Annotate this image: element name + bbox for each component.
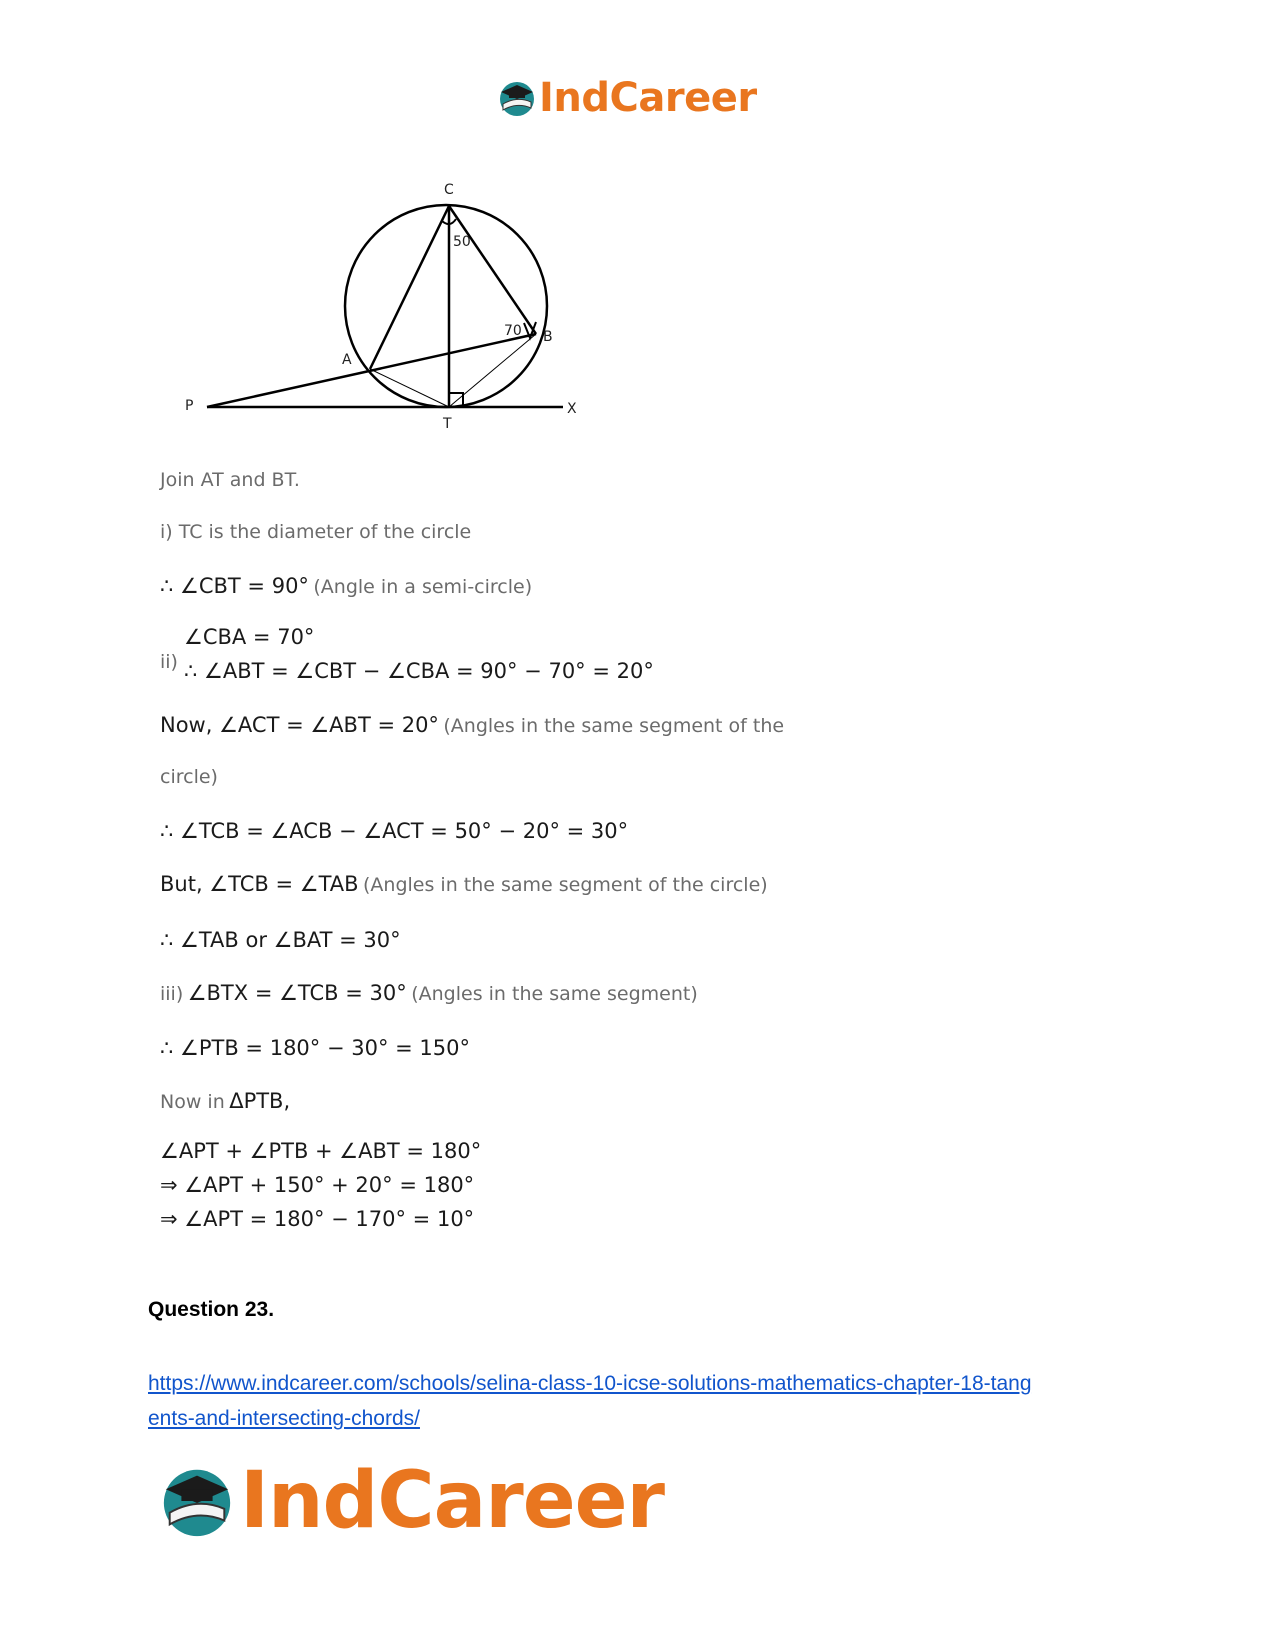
cbt-reason: (Angle in a semi-circle) [313, 576, 533, 598]
but-math: But, ∠TCB = ∠TAB [160, 872, 359, 896]
brand-name: IndCareer [539, 75, 757, 121]
label-p: P [185, 398, 194, 414]
step-now-in [160, 1091, 290, 1112]
circle-tangent-diagram [180, 180, 600, 430]
step-tab: ∴ ∠TAB or ∠BAT = 30° [160, 928, 401, 952]
step-act [160, 715, 784, 736]
step-i: i) TC is the diameter of the circle [160, 521, 472, 543]
graduation-cap-book-globe-icon [497, 78, 537, 118]
equation-2: ⇒ ∠APT + 150° + 20° = 180° [160, 1173, 475, 1197]
step-abt: ∴ ∠ABT = ∠CBT − ∠CBA = 90° − 70° = 20° [184, 659, 654, 683]
step-tcb: ∴ ∠TCB = ∠ACB − ∠ACT = 50° − 20° = 30° [160, 819, 629, 843]
angle-label-c: 50 [453, 234, 471, 250]
equation-3: ⇒ ∠APT = 180° − 170° = 10° [160, 1207, 475, 1231]
label-c: C [444, 182, 454, 198]
source-link-line1[interactable]: https://www.indcareer.com/schools/selina-class-10-icse-solutions-mathematics-chapter-18-tang [148, 1372, 1032, 1395]
but-reason: (Angles in the same segment of the circle) [363, 874, 768, 896]
step-iii [160, 983, 698, 1004]
chord-ca [370, 206, 449, 369]
chord-cb [449, 206, 536, 334]
iii-label: iii) [160, 983, 184, 1005]
triangle-ptb: ΔPTB, [229, 1089, 291, 1113]
source-link[interactable] [148, 1366, 1148, 1436]
btx-reason: (Angles in the same segment) [411, 983, 698, 1005]
label-a: A [342, 352, 352, 368]
now-in-text: Now in [160, 1091, 225, 1113]
act-reason: (Angles in the same segment of the [443, 715, 785, 737]
label-t: T [443, 416, 452, 430]
join-line: Join AT and BT. [160, 469, 300, 491]
equation-1: ∠APT + ∠PTB + ∠ABT = 180° [160, 1139, 482, 1163]
cbt-math: ∴ ∠CBT = 90° [160, 574, 309, 598]
secant-pb [207, 334, 536, 407]
step-ii-label: ii) [160, 651, 178, 673]
label-b: B [543, 329, 553, 345]
label-x: X [567, 401, 577, 417]
angle-label-b: 70 [504, 323, 522, 339]
act-reason-cont: circle) [160, 766, 218, 788]
source-link-line2[interactable]: ents-and-intersecting-chords/ [148, 1407, 420, 1430]
header-logo [497, 75, 757, 121]
btx-math: ∠BTX = ∠TCB = 30° [187, 981, 407, 1005]
footer-logo [158, 1456, 664, 1546]
graduation-cap-book-globe-icon [158, 1462, 236, 1540]
step-cba: ∠CBA = 70° [184, 625, 315, 649]
step-but [160, 874, 768, 895]
act-math: Now, ∠ACT = ∠ABT = 20° [160, 713, 439, 737]
question-heading: Question 23. [148, 1298, 275, 1321]
step-cbt [160, 576, 532, 597]
footer-brand-name: IndCareer [240, 1456, 664, 1546]
step-ptb: ∴ ∠PTB = 180° − 30° = 150° [160, 1036, 470, 1060]
